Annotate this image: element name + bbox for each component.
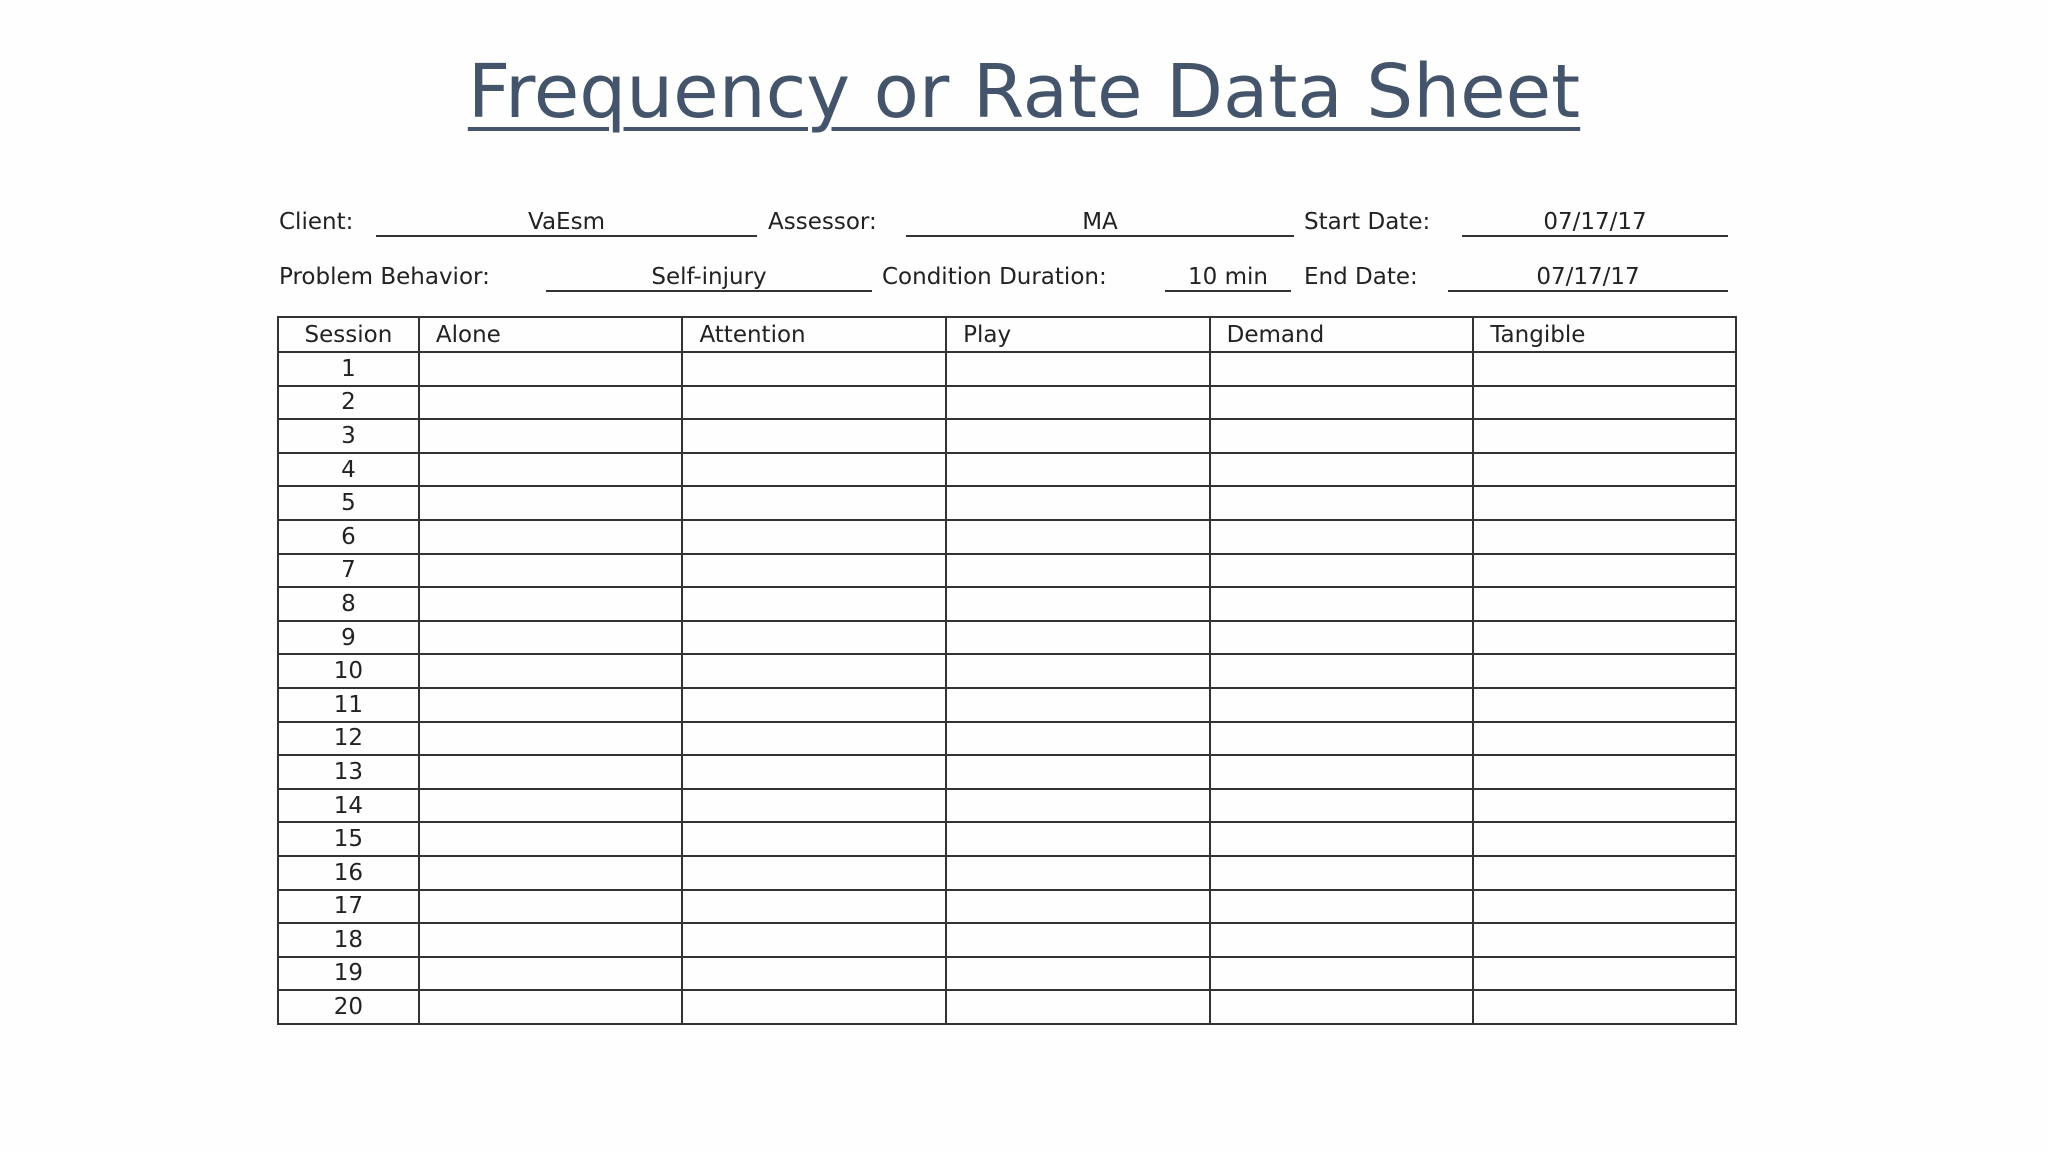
table-row [278, 822, 1736, 856]
table-row [278, 453, 1736, 487]
cell-play[interactable] [946, 453, 1210, 487]
table-row [278, 486, 1736, 520]
session-number: 16 [278, 856, 419, 890]
cell-alone[interactable] [419, 587, 683, 621]
cell-tangible[interactable] [1473, 890, 1736, 924]
cell-attention[interactable] [682, 654, 946, 688]
cell-tangible[interactable] [1473, 386, 1736, 420]
cell-tangible[interactable] [1473, 722, 1736, 756]
table-row [278, 755, 1736, 789]
cell-play[interactable] [946, 722, 1210, 756]
cell-demand[interactable] [1210, 486, 1474, 520]
cell-attention[interactable] [682, 856, 946, 890]
table-row [278, 352, 1736, 386]
cell-play[interactable] [946, 554, 1210, 588]
cell-play[interactable] [946, 419, 1210, 453]
cell-play[interactable] [946, 990, 1210, 1024]
table-row [278, 923, 1736, 957]
table-row [278, 419, 1736, 453]
cell-tangible[interactable] [1473, 923, 1736, 957]
table-row [278, 386, 1736, 420]
cell-demand[interactable] [1210, 352, 1474, 386]
cell-alone[interactable] [419, 486, 683, 520]
cell-tangible[interactable] [1473, 856, 1736, 890]
cell-tangible[interactable] [1473, 587, 1736, 621]
cell-demand[interactable] [1210, 755, 1474, 789]
cell-alone[interactable] [419, 352, 683, 386]
session-number: 9 [278, 621, 419, 655]
cell-attention[interactable] [682, 621, 946, 655]
data-table [277, 316, 1737, 1025]
session-number: 6 [278, 520, 419, 554]
table-row [278, 621, 1736, 655]
cell-demand[interactable] [1210, 789, 1474, 823]
session-number: 10 [278, 654, 419, 688]
cell-attention[interactable] [682, 419, 946, 453]
cell-play[interactable] [946, 856, 1210, 890]
client-label: Client: [279, 209, 354, 235]
column-header-attention: Attention [682, 317, 946, 352]
table-row [278, 654, 1736, 688]
session-number: 20 [278, 990, 419, 1024]
cell-attention[interactable] [682, 554, 946, 588]
cell-tangible[interactable] [1473, 688, 1736, 722]
cell-alone[interactable] [419, 554, 683, 588]
session-number: 1 [278, 352, 419, 386]
assessor-field[interactable]: MA [906, 202, 1294, 237]
cell-tangible[interactable] [1473, 957, 1736, 991]
problem-behavior-field[interactable]: Self-injury [546, 257, 872, 292]
cell-attention[interactable] [682, 722, 946, 756]
column-header-play: Play [946, 317, 1210, 352]
cell-attention[interactable] [682, 755, 946, 789]
session-number: 11 [278, 688, 419, 722]
cell-alone[interactable] [419, 654, 683, 688]
cell-alone[interactable] [419, 990, 683, 1024]
client-field[interactable]: VaEsm [376, 202, 757, 237]
condition-duration-field[interactable]: 10 min [1165, 257, 1291, 292]
cell-alone[interactable] [419, 453, 683, 487]
cell-alone[interactable] [419, 789, 683, 823]
cell-attention[interactable] [682, 822, 946, 856]
table-row [278, 990, 1736, 1024]
cell-alone[interactable] [419, 520, 683, 554]
cell-attention[interactable] [682, 789, 946, 823]
cell-play[interactable] [946, 957, 1210, 991]
cell-tangible[interactable] [1473, 520, 1736, 554]
cell-play[interactable] [946, 755, 1210, 789]
cell-play[interactable] [946, 352, 1210, 386]
table-row [278, 789, 1736, 823]
session-number: 18 [278, 923, 419, 957]
cell-demand[interactable] [1210, 587, 1474, 621]
cell-alone[interactable] [419, 621, 683, 655]
session-number: 12 [278, 722, 419, 756]
cell-alone[interactable] [419, 419, 683, 453]
cell-demand[interactable] [1210, 520, 1474, 554]
cell-attention[interactable] [682, 386, 946, 420]
end-date-field[interactable]: 07/17/17 [1448, 257, 1728, 292]
cell-alone[interactable] [419, 957, 683, 991]
cell-alone[interactable] [419, 386, 683, 420]
cell-attention[interactable] [682, 990, 946, 1024]
session-number: 17 [278, 890, 419, 924]
page-title [0, 42, 2048, 142]
column-header-session: Session [278, 317, 419, 352]
info-row-client [279, 202, 1739, 242]
session-number: 13 [278, 755, 419, 789]
cell-tangible[interactable] [1473, 621, 1736, 655]
end-date-label: End Date: [1304, 264, 1418, 290]
cell-demand[interactable] [1210, 688, 1474, 722]
cell-play[interactable] [946, 890, 1210, 924]
cell-demand[interactable] [1210, 386, 1474, 420]
cell-attention[interactable] [682, 486, 946, 520]
cell-tangible[interactable] [1473, 419, 1736, 453]
cell-tangible[interactable] [1473, 654, 1736, 688]
info-row-behavior [279, 257, 1739, 297]
start-date-field[interactable]: 07/17/17 [1462, 202, 1728, 237]
cell-play[interactable] [946, 688, 1210, 722]
cell-attention[interactable] [682, 352, 946, 386]
cell-play[interactable] [946, 386, 1210, 420]
cell-attention[interactable] [682, 520, 946, 554]
cell-tangible[interactable] [1473, 990, 1736, 1024]
cell-play[interactable] [946, 587, 1210, 621]
table-row [278, 722, 1736, 756]
session-number: 3 [278, 419, 419, 453]
assessor-label: Assessor: [768, 209, 877, 235]
cell-demand[interactable] [1210, 419, 1474, 453]
cell-demand[interactable] [1210, 890, 1474, 924]
cell-tangible[interactable] [1473, 755, 1736, 789]
column-header-tangible: Tangible [1473, 317, 1736, 352]
cell-alone[interactable] [419, 822, 683, 856]
session-number: 7 [278, 554, 419, 588]
cell-attention[interactable] [682, 923, 946, 957]
cell-attention[interactable] [682, 890, 946, 924]
session-number: 14 [278, 789, 419, 823]
table-row [278, 520, 1736, 554]
cell-tangible[interactable] [1473, 789, 1736, 823]
session-number: 8 [278, 587, 419, 621]
session-number: 4 [278, 453, 419, 487]
column-header-demand: Demand [1210, 317, 1474, 352]
table-row [278, 957, 1736, 991]
cell-play[interactable] [946, 621, 1210, 655]
cell-alone[interactable] [419, 856, 683, 890]
session-number: 19 [278, 957, 419, 991]
cell-tangible[interactable] [1473, 822, 1736, 856]
cell-play[interactable] [946, 822, 1210, 856]
page-title-text: Frequency or Rate Data Sheet [467, 49, 1581, 135]
cell-play[interactable] [946, 486, 1210, 520]
cell-attention[interactable] [682, 957, 946, 991]
cell-demand[interactable] [1210, 990, 1474, 1024]
cell-demand[interactable] [1210, 822, 1474, 856]
cell-demand[interactable] [1210, 957, 1474, 991]
cell-tangible[interactable] [1473, 352, 1736, 386]
cell-attention[interactable] [682, 453, 946, 487]
cell-tangible[interactable] [1473, 453, 1736, 487]
session-number: 2 [278, 386, 419, 420]
cell-attention[interactable] [682, 587, 946, 621]
cell-play[interactable] [946, 789, 1210, 823]
cell-alone[interactable] [419, 923, 683, 957]
cell-alone[interactable] [419, 722, 683, 756]
cell-tangible[interactable] [1473, 486, 1736, 520]
cell-play[interactable] [946, 923, 1210, 957]
cell-alone[interactable] [419, 890, 683, 924]
session-number: 5 [278, 486, 419, 520]
session-number: 15 [278, 822, 419, 856]
cell-demand[interactable] [1210, 923, 1474, 957]
table-header-row [278, 317, 1736, 352]
table-row [278, 587, 1736, 621]
cell-demand[interactable] [1210, 654, 1474, 688]
start-date-label: Start Date: [1304, 209, 1431, 235]
table-row [278, 890, 1736, 924]
cell-alone[interactable] [419, 688, 683, 722]
cell-demand[interactable] [1210, 856, 1474, 890]
cell-demand[interactable] [1210, 722, 1474, 756]
condition-duration-label: Condition Duration: [882, 264, 1107, 290]
table-row [278, 554, 1736, 588]
table-row [278, 688, 1736, 722]
cell-alone[interactable] [419, 755, 683, 789]
column-header-alone: Alone [419, 317, 683, 352]
cell-demand[interactable] [1210, 554, 1474, 588]
table-body [278, 352, 1736, 1024]
cell-play[interactable] [946, 654, 1210, 688]
cell-tangible[interactable] [1473, 554, 1736, 588]
problem-behavior-label: Problem Behavior: [279, 264, 490, 290]
cell-attention[interactable] [682, 688, 946, 722]
cell-play[interactable] [946, 520, 1210, 554]
cell-demand[interactable] [1210, 453, 1474, 487]
cell-demand[interactable] [1210, 621, 1474, 655]
table-row [278, 856, 1736, 890]
